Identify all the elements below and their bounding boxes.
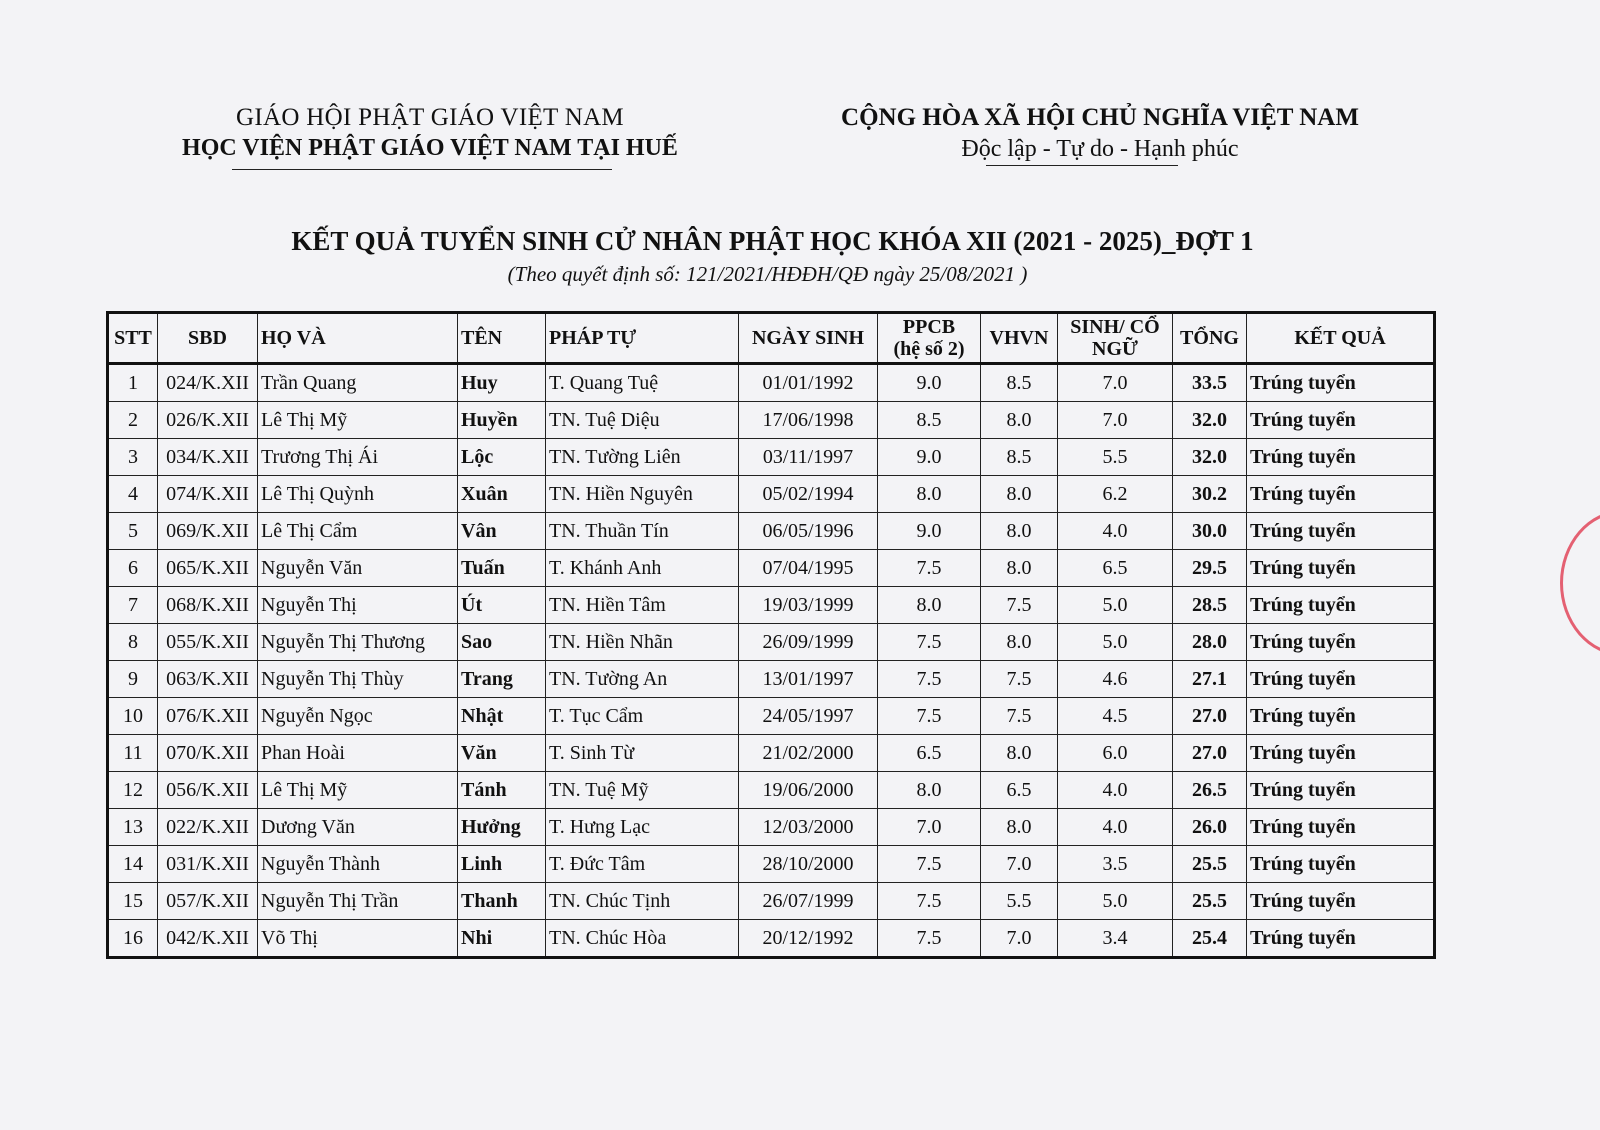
cell-vhvn: 6.5 [981,772,1058,809]
cell-sbd: 056/K.XII [158,772,258,809]
cell-sbd: 065/K.XII [158,550,258,587]
cell-ngay-sinh: 17/06/1998 [739,402,878,439]
col-header-ppcb [878,313,981,364]
cell-ngay-sinh: 19/06/2000 [739,772,878,809]
table-row [108,624,1435,661]
cell-ppcb: 7.5 [878,661,981,698]
col-header-ppcb-line2: (hệ số 2) [893,338,965,360]
cell-ket-qua: Trúng tuyển [1247,476,1435,513]
cell-ten: Linh [458,846,546,883]
cell-stt: 16 [108,920,158,958]
cell-phap-tu: T. Khánh Anh [546,550,739,587]
cell-stt: 13 [108,809,158,846]
cell-ho-va: Nguyễn Văn [258,550,458,587]
cell-sbd: 070/K.XII [158,735,258,772]
cell-stt: 3 [108,439,158,476]
cell-vhvn: 7.0 [981,846,1058,883]
cell-ket-qua: Trúng tuyển [1247,402,1435,439]
cell-sinh-co-ngu: 5.0 [1058,883,1173,920]
cell-ngay-sinh: 06/05/1996 [739,513,878,550]
cell-phap-tu: T. Quang Tuệ [546,364,739,402]
table-row [108,550,1435,587]
cell-tong: 29.5 [1173,550,1247,587]
cell-tong: 28.5 [1173,587,1247,624]
cell-ppcb: 8.5 [878,402,981,439]
cell-ket-qua: Trúng tuyển [1247,809,1435,846]
cell-phap-tu: T. Tục Cẩm [546,698,739,735]
cell-tong: 27.0 [1173,735,1247,772]
cell-sinh-co-ngu: 6.5 [1058,550,1173,587]
cell-vhvn: 8.0 [981,476,1058,513]
table-row [108,920,1435,958]
col-header-stt: STT [108,313,158,364]
cell-phap-tu: TN. Hiền Nhãn [546,624,739,661]
col-header-vhvn: VHVN [981,313,1058,364]
issuer-parent-org: GIÁO HỘI PHẬT GIÁO VIỆT NAM [236,104,624,131]
cell-phap-tu: TN. Tuệ Mỹ [546,772,739,809]
cell-ppcb: 7.5 [878,624,981,661]
cell-ten: Hưởng [458,809,546,846]
cell-ppcb: 9.0 [878,439,981,476]
cell-stt: 15 [108,883,158,920]
cell-sbd: 076/K.XII [158,698,258,735]
table-row [108,402,1435,439]
cell-ppcb: 7.5 [878,883,981,920]
national-header [820,103,1380,165]
cell-ngay-sinh: 13/01/1997 [739,661,878,698]
table-row [108,587,1435,624]
cell-tong: 26.5 [1173,772,1247,809]
cell-stt: 10 [108,698,158,735]
cell-phap-tu: TN. Chúc Tịnh [546,883,739,920]
cell-ho-va: Nguyễn Ngọc [258,698,458,735]
cell-ten: Văn [458,735,546,772]
cell-stt: 12 [108,772,158,809]
cell-ppcb: 7.5 [878,846,981,883]
cell-ho-va: Nguyễn Thị Thùy [258,661,458,698]
cell-sinh-co-ngu: 4.0 [1058,809,1173,846]
cell-vhvn: 8.0 [981,550,1058,587]
cell-vhvn: 7.5 [981,698,1058,735]
table-header-row [108,313,1435,364]
cell-ngay-sinh: 05/02/1994 [739,476,878,513]
table-row [108,883,1435,920]
cell-ho-va: Lê Thị Cẩm [258,513,458,550]
cell-stt: 4 [108,476,158,513]
document-subtitle: (Theo quyết định số: 121/2021/HĐĐH/QĐ ngày 25/08/2021 ) [507,262,1028,286]
col-header-ket-qua: KẾT QUẢ [1247,313,1435,364]
cell-tong: 30.2 [1173,476,1247,513]
cell-ho-va: Dương Văn [258,809,458,846]
cell-ppcb: 9.0 [878,513,981,550]
cell-ngay-sinh: 03/11/1997 [739,439,878,476]
cell-ho-va: Nguyễn Thị [258,587,458,624]
cell-sinh-co-ngu: 4.0 [1058,513,1173,550]
cell-sbd: 063/K.XII [158,661,258,698]
table-row [108,439,1435,476]
cell-ten: Nhi [458,920,546,958]
cell-ngay-sinh: 26/07/1999 [739,883,878,920]
cell-sbd: 024/K.XII [158,364,258,402]
cell-sbd: 022/K.XII [158,809,258,846]
cell-vhvn: 7.0 [981,920,1058,958]
cell-ngay-sinh: 07/04/1995 [739,550,878,587]
cell-ngay-sinh: 19/03/1999 [739,587,878,624]
cell-ten: Huyền [458,402,546,439]
cell-ppcb: 7.0 [878,809,981,846]
cell-sbd: 034/K.XII [158,439,258,476]
cell-ten: Tánh [458,772,546,809]
cell-ppcb: 7.5 [878,698,981,735]
cell-ket-qua: Trúng tuyển [1247,624,1435,661]
cell-phap-tu: TN. Tường An [546,661,739,698]
col-header-sinh-co-ngu-line1: SINH/ CỔ [1070,316,1160,338]
cell-ho-va: Lê Thị Quỳnh [258,476,458,513]
cell-stt: 8 [108,624,158,661]
cell-ho-va: Lê Thị Mỹ [258,772,458,809]
table-row [108,698,1435,735]
motto-underline [986,165,1178,166]
cell-ho-va: Nguyễn Thành [258,846,458,883]
cell-vhvn: 8.0 [981,624,1058,661]
col-header-sbd: SBD [158,313,258,364]
cell-sinh-co-ngu: 5.0 [1058,587,1173,624]
cell-sinh-co-ngu: 3.5 [1058,846,1173,883]
col-header-ppcb-line1: PPCB [902,316,956,338]
cell-sbd: 068/K.XII [158,587,258,624]
cell-vhvn: 7.5 [981,587,1058,624]
cell-phap-tu: T. Hưng Lạc [546,809,739,846]
cell-ket-qua: Trúng tuyển [1247,846,1435,883]
cell-ten: Sao [458,624,546,661]
cell-phap-tu: TN. Tuệ Diệu [546,402,739,439]
cell-ppcb: 6.5 [878,735,981,772]
cell-ngay-sinh: 26/09/1999 [739,624,878,661]
cell-ket-qua: Trúng tuyển [1247,587,1435,624]
cell-ket-qua: Trúng tuyển [1247,883,1435,920]
cell-tong: 30.0 [1173,513,1247,550]
col-header-ngay-sinh: NGÀY SINH [739,313,878,364]
cell-ppcb: 9.0 [878,364,981,402]
cell-tong: 25.5 [1173,883,1247,920]
cell-sbd: 069/K.XII [158,513,258,550]
cell-ten: Trang [458,661,546,698]
cell-ngay-sinh: 21/02/2000 [739,735,878,772]
cell-ten: Nhật [458,698,546,735]
col-header-phap-tu: PHÁP TỰ [546,313,739,364]
cell-ho-va: Phan Hoài [258,735,458,772]
cell-sinh-co-ngu: 4.6 [1058,661,1173,698]
cell-sinh-co-ngu: 4.5 [1058,698,1173,735]
cell-phap-tu: TN. Thuần Tín [546,513,739,550]
cell-vhvn: 5.5 [981,883,1058,920]
cell-ket-qua: Trúng tuyển [1247,661,1435,698]
cell-phap-tu: T. Sinh Từ [546,735,739,772]
cell-stt: 11 [108,735,158,772]
document-title: KẾT QUẢ TUYỂN SINH CỬ NHÂN PHẬT HỌC KHÓA XII (2021 - 2025)_ĐỢT 1 [291,226,1254,256]
cell-stt: 14 [108,846,158,883]
issuer-org: HỌC VIỆN PHẬT GIÁO VIỆT NAM TẠI HUẾ [182,135,678,161]
cell-ket-qua: Trúng tuyển [1247,550,1435,587]
table-row [108,513,1435,550]
cell-stt: 1 [108,364,158,402]
cell-ngay-sinh: 28/10/2000 [739,846,878,883]
cell-ket-qua: Trúng tuyển [1247,513,1435,550]
cell-tong: 28.0 [1173,624,1247,661]
cell-ppcb: 8.0 [878,772,981,809]
national-motto: Độc lập - Tự do - Hạnh phúc [961,136,1239,162]
cell-tong: 33.5 [1173,364,1247,402]
cell-stt: 9 [108,661,158,698]
table-row [108,809,1435,846]
cell-ho-va: Trương Thị Ái [258,439,458,476]
cell-ket-qua: Trúng tuyển [1247,364,1435,402]
cell-sbd: 031/K.XII [158,846,258,883]
national-name: CỘNG HÒA XÃ HỘI CHỦ NGHĨA VIỆT NAM [841,104,1359,131]
cell-sinh-co-ngu: 6.0 [1058,735,1173,772]
col-header-ho-va: HỌ VÀ [258,313,458,364]
cell-sinh-co-ngu: 5.5 [1058,439,1173,476]
cell-vhvn: 8.5 [981,364,1058,402]
cell-phap-tu: TN. Chúc Hòa [546,920,739,958]
cell-vhvn: 8.0 [981,513,1058,550]
cell-sinh-co-ngu: 6.2 [1058,476,1173,513]
table-row [108,476,1435,513]
cell-ket-qua: Trúng tuyển [1247,772,1435,809]
cell-ket-qua: Trúng tuyển [1247,439,1435,476]
table-row [108,661,1435,698]
cell-ppcb: 7.5 [878,550,981,587]
cell-stt: 5 [108,513,158,550]
cell-sinh-co-ngu: 7.0 [1058,402,1173,439]
cell-ho-va: Trần Quang [258,364,458,402]
table-body [108,364,1435,958]
cell-sbd: 074/K.XII [158,476,258,513]
cell-vhvn: 7.5 [981,661,1058,698]
cell-sinh-co-ngu: 7.0 [1058,364,1173,402]
col-header-ten: TÊN [458,313,546,364]
cell-ho-va: Lê Thị Mỹ [258,402,458,439]
cell-sbd: 026/K.XII [158,402,258,439]
cell-vhvn: 8.0 [981,402,1058,439]
cell-ten: Lộc [458,439,546,476]
cell-stt: 2 [108,402,158,439]
cell-ppcb: 7.5 [878,920,981,958]
cell-sbd: 042/K.XII [158,920,258,958]
table-row [108,364,1435,402]
table-row [108,772,1435,809]
cell-tong: 32.0 [1173,402,1247,439]
cell-ket-qua: Trúng tuyển [1247,735,1435,772]
cell-ten: Út [458,587,546,624]
red-seal-stamp [1560,510,1600,656]
cell-ppcb: 8.0 [878,587,981,624]
cell-sbd: 057/K.XII [158,883,258,920]
cell-sinh-co-ngu: 5.0 [1058,624,1173,661]
cell-tong: 27.1 [1173,661,1247,698]
cell-ten: Xuân [458,476,546,513]
cell-ho-va: Nguyễn Thị Thương [258,624,458,661]
cell-phap-tu: TN. Tường Liên [546,439,739,476]
cell-stt: 6 [108,550,158,587]
cell-ppcb: 8.0 [878,476,981,513]
cell-tong: 25.4 [1173,920,1247,958]
cell-tong: 26.0 [1173,809,1247,846]
cell-phap-tu: TN. Hiền Tâm [546,587,739,624]
issuer-underline [232,169,612,170]
cell-ngay-sinh: 12/03/2000 [739,809,878,846]
cell-vhvn: 8.5 [981,439,1058,476]
cell-sinh-co-ngu: 3.4 [1058,920,1173,958]
cell-ngay-sinh: 01/01/1992 [739,364,878,402]
cell-ho-va: Võ Thị [258,920,458,958]
cell-phap-tu: TN. Hiền Nguyên [546,476,739,513]
col-header-sinh-co-ngu-line2: NGỮ [1092,338,1138,360]
cell-sbd: 055/K.XII [158,624,258,661]
col-header-sinh-co-ngu [1058,313,1173,364]
table-row [108,846,1435,883]
cell-ngay-sinh: 24/05/1997 [739,698,878,735]
issuer-header [150,103,710,163]
table-row [108,735,1435,772]
col-header-tong: TỔNG [1173,313,1247,364]
cell-ket-qua: Trúng tuyển [1247,698,1435,735]
cell-ho-va: Nguyễn Thị Trần [258,883,458,920]
results-table [106,311,1436,959]
cell-tong: 27.0 [1173,698,1247,735]
cell-ten: Thanh [458,883,546,920]
cell-ket-qua: Trúng tuyển [1247,920,1435,958]
cell-ten: Vân [458,513,546,550]
cell-ten: Huy [458,364,546,402]
cell-vhvn: 8.0 [981,809,1058,846]
cell-tong: 32.0 [1173,439,1247,476]
cell-phap-tu: T. Đức Tâm [546,846,739,883]
cell-vhvn: 8.0 [981,735,1058,772]
cell-sinh-co-ngu: 4.0 [1058,772,1173,809]
cell-ten: Tuấn [458,550,546,587]
cell-ngay-sinh: 20/12/1992 [739,920,878,958]
cell-tong: 25.5 [1173,846,1247,883]
cell-stt: 7 [108,587,158,624]
